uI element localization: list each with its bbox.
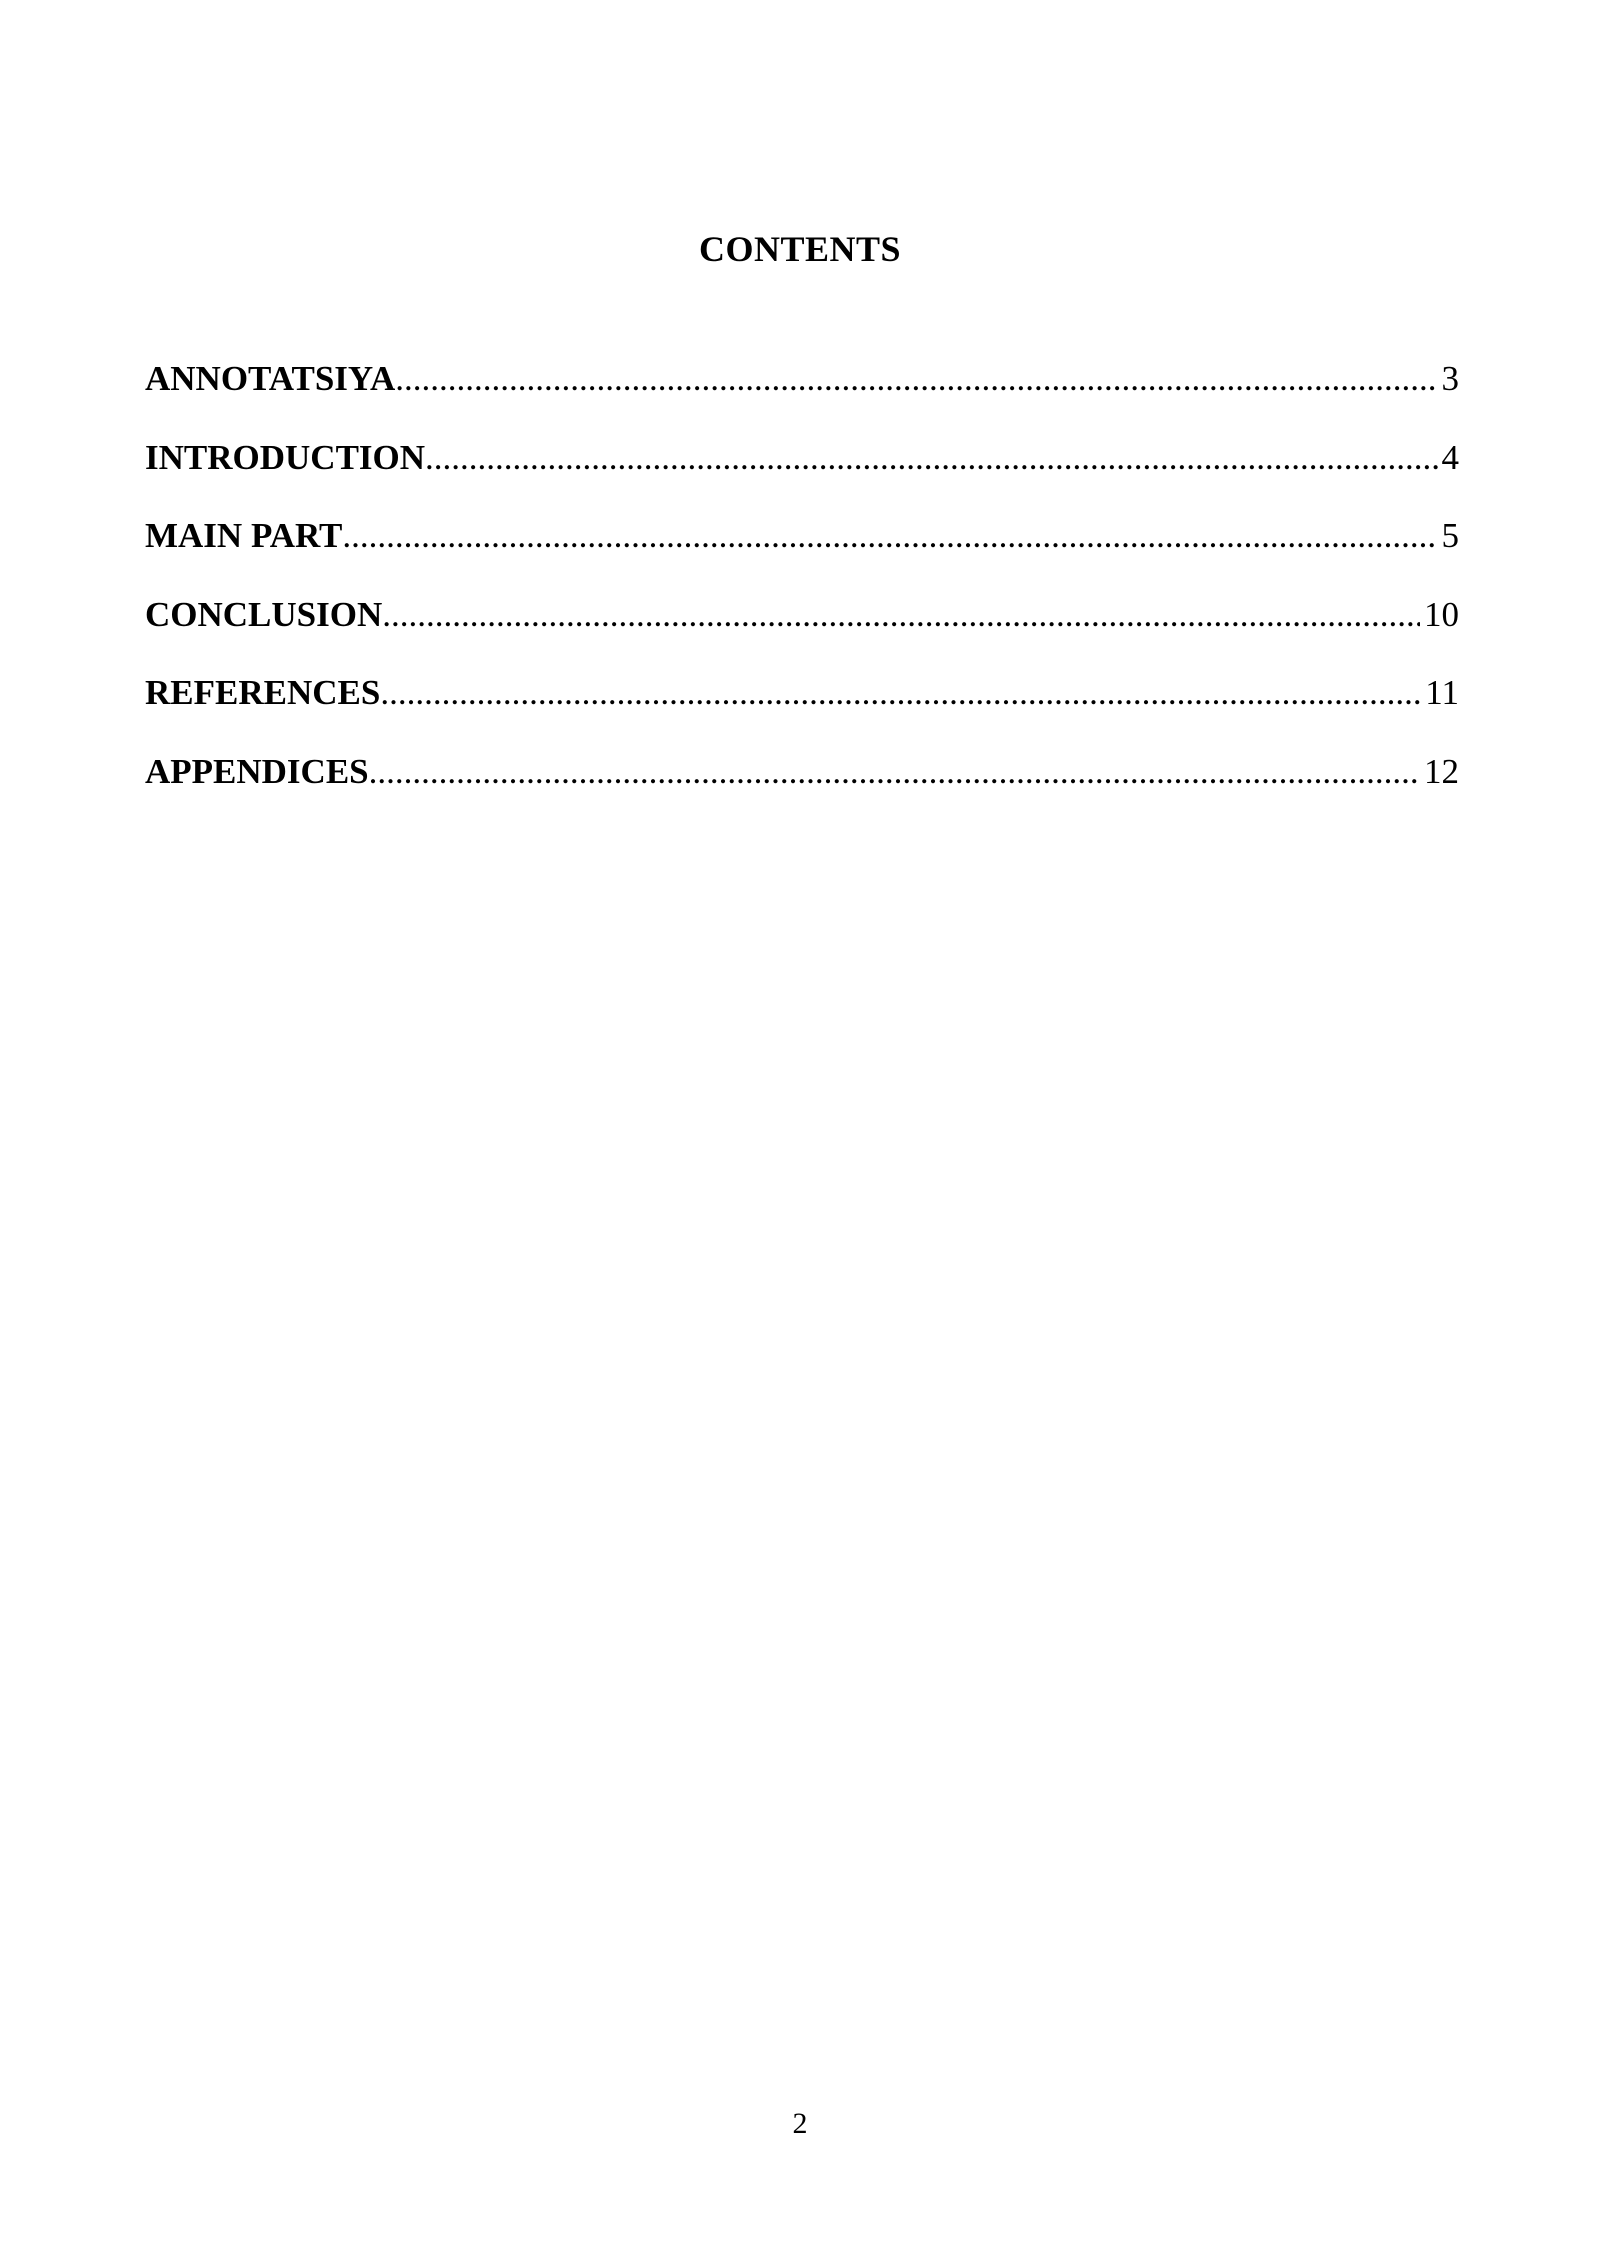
page-title: CONTENTS <box>698 229 902 269</box>
toc-entry-page: 3 <box>1441 359 1459 398</box>
toc-dot-leader <box>380 670 1421 716</box>
page-number: 2 <box>792 2107 808 2140</box>
toc-entry-page: 11 <box>1425 673 1459 713</box>
toc-entry-label: CONCLUSION <box>145 594 383 634</box>
toc-entry-page: 12 <box>1424 751 1459 791</box>
toc-dot-leader <box>425 435 1437 481</box>
toc-entry-label: REFERENCES <box>145 673 381 713</box>
table-of-contents <box>145 356 1459 828</box>
toc-entry-introduction[interactable] <box>145 435 1459 514</box>
toc-entry-appendices[interactable] <box>145 749 1459 828</box>
toc-entry-conclusion[interactable] <box>145 592 1459 671</box>
toc-entry-label: INTRODUCTION <box>145 437 426 477</box>
toc-entry-label: ANNOTATSIYA <box>145 359 396 398</box>
toc-entry-main-part[interactable] <box>145 513 1459 592</box>
toc-entry-annotatsiya[interactable] <box>145 356 1459 435</box>
toc-entry-page: 4 <box>1441 437 1459 477</box>
toc-entry-references[interactable] <box>145 670 1459 749</box>
toc-dot-leader <box>342 513 1437 559</box>
toc-entry-page: 10 <box>1424 594 1459 634</box>
toc-dot-leader <box>369 749 1420 795</box>
toc-entry-label: MAIN PART <box>145 516 343 556</box>
toc-dot-leader <box>382 592 1420 638</box>
toc-entry-label: APPENDICES <box>145 751 369 791</box>
toc-entry-page: 5 <box>1441 516 1459 556</box>
toc-dot-leader <box>395 356 1437 402</box>
